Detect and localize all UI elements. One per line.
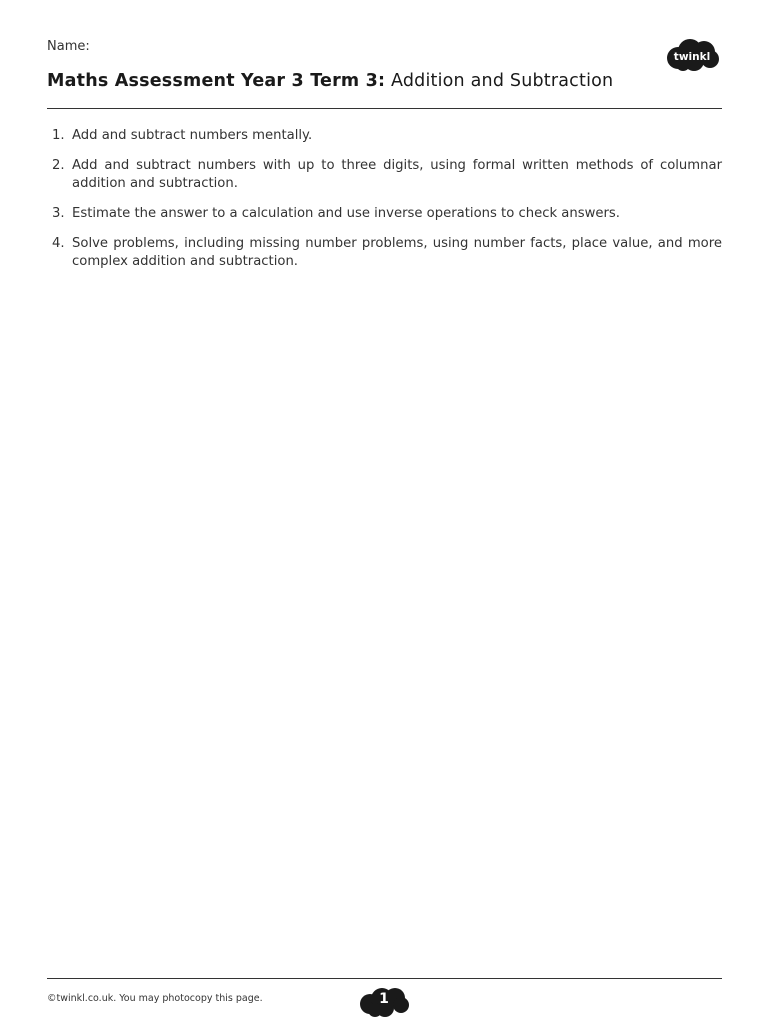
objective-number: 3. — [52, 206, 65, 221]
objective-text: Add and subtract numbers with up to three digits, using formal written methods of columnar addition and subtraction. — [72, 158, 722, 191]
page-title — [47, 71, 613, 91]
objectives-list — [47, 127, 722, 283]
page-title-subject: Addition and Subtraction — [385, 71, 614, 91]
twinkl-logo — [664, 38, 720, 72]
page-number: 1 — [379, 991, 389, 1007]
objective-item — [47, 235, 722, 271]
objective-number: 2. — [52, 158, 65, 173]
objective-item — [47, 127, 722, 145]
objective-text: Solve problems, including missing number problems, using number facts, place value, and more complex addition and subtraction. — [72, 236, 722, 269]
footer-divider — [47, 978, 722, 979]
objective-number: 4. — [52, 236, 65, 251]
header-divider — [47, 108, 722, 109]
name-label: Name: — [47, 39, 90, 54]
objective-text: Add and subtract numbers mentally. — [72, 128, 313, 143]
objective-text: Estimate the answer to a calculation and use inverse operations to check answers. — [72, 206, 620, 221]
objective-number: 1. — [52, 128, 65, 143]
page-title-bold: Maths Assessment Year 3 Term 3: — [47, 71, 386, 91]
objective-item — [47, 205, 722, 223]
objective-item — [47, 157, 722, 193]
copyright-notice: ©twinkl.co.uk. You may photocopy this page. — [47, 993, 263, 1004]
twinkl-logo-text: twinkl — [673, 51, 711, 63]
